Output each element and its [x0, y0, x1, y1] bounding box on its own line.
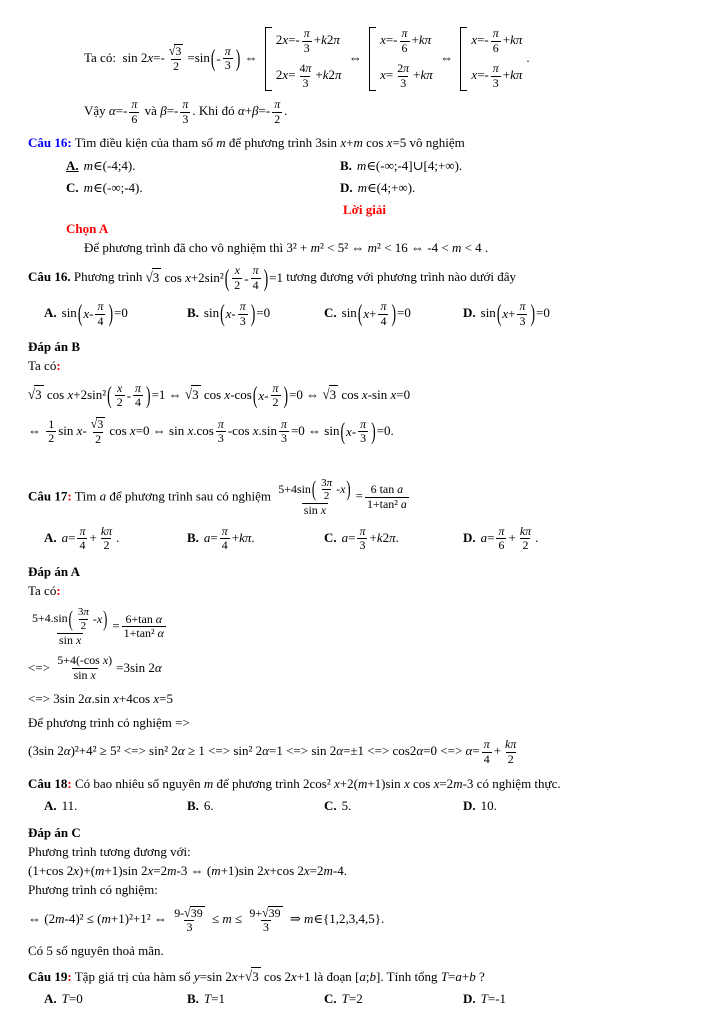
q17-solution-line-1 [28, 606, 701, 647]
q17-statement-line [28, 477, 701, 518]
option-d [463, 300, 701, 328]
q19-options [28, 990, 701, 1007]
q17-solution-line-5 [28, 738, 701, 766]
q18-number: Câu 18 [28, 775, 68, 791]
q18-answer: Đáp án C [28, 824, 81, 840]
text-fragment: Tính tổng [383, 969, 441, 985]
q17-number-colon: : [67, 488, 72, 504]
option-c [324, 525, 463, 553]
q18-options [28, 797, 701, 814]
q16b-taco-line [28, 357, 701, 374]
math-fragment: 2cos² x+2(m+1)sin x cos x=2m-3 [303, 775, 474, 791]
option-c [66, 179, 340, 196]
text-fragment: Để phương trình có nghiệm => [28, 714, 190, 730]
text-fragment: . Khi đó [192, 103, 238, 119]
q16b-statement [70, 263, 516, 293]
q16a-chon-line [28, 220, 701, 237]
option-b-text [204, 991, 225, 1006]
math-fragment: (3sin 2α)²+4² ≥ 5² <=> sin² 2α ≥ 1 <=> sin² 2α=1 <=> sin 2α=±1 <=> cos2α=0 <=> α= $\frac{\pi}{4}$ + $\frac{k\pi}{2}$ [28, 737, 517, 766]
option-b-text [357, 158, 462, 173]
option-a [44, 525, 187, 553]
option-a-label: A. [44, 991, 57, 1007]
q17-solution-line-4 [28, 714, 701, 731]
option-a-label: A. [44, 797, 57, 813]
option-d-text [358, 180, 416, 195]
q18-statement [72, 776, 561, 791]
option-c-label: C. [324, 797, 337, 813]
option-a-label: A. [44, 529, 57, 545]
option-b-text [203, 523, 255, 553]
q19-statement-line [28, 967, 701, 985]
q17-statement [71, 476, 411, 517]
math-fragment: T=a+b [440, 969, 476, 985]
question-18 [28, 775, 701, 960]
option-a-text [61, 523, 120, 553]
math-fragment: α+β=- $\frac{\pi}{2}$ [237, 96, 281, 126]
text-fragment: ? [475, 969, 485, 985]
math-fragment: m∈(-4;4). [83, 157, 136, 173]
math-fragment: m [203, 775, 214, 791]
q17-answer: Đáp án A [28, 564, 81, 580]
math-fragment: y=sin 2x+ √ 3 cos 2x+1 [193, 967, 311, 985]
math-fragment: (1+cos 2x)+(m+1)sin 2x=2m-3 ⇔ (m+1)sin 2x+cos 2x=2m-4. [28, 863, 347, 879]
option-d [340, 179, 701, 196]
q17-answer-line [28, 563, 701, 580]
q17-solution-line-2 [28, 654, 701, 682]
option-b-label: B. [187, 529, 199, 545]
option-c-text [342, 798, 352, 813]
option-d-text [480, 298, 550, 328]
option-c [324, 797, 463, 814]
q16b-solution-line-1 [28, 382, 701, 410]
text-fragment: . [284, 103, 288, 119]
option-d-label: D. [463, 797, 476, 813]
q19-number: Câu 19 [28, 969, 68, 985]
option-c-label: C. [324, 529, 337, 545]
option-a-text [62, 798, 78, 813]
option-a-text [84, 158, 136, 173]
q16b-taco: Ta có [28, 358, 57, 374]
text-fragment: Có bao nhiêu số nguyên [71, 775, 204, 791]
q16b-statement-line [28, 264, 701, 292]
option-d-label: D. [463, 991, 476, 1007]
q16a-loigiai-line [28, 201, 701, 218]
option-c [324, 300, 463, 328]
math-fragment: sin ( x + $\frac{\pi}{4}$ ) =0 [341, 298, 411, 328]
option-a-label: A. [66, 157, 79, 173]
math-fragment: sin 2x=- √ 3 2 =sin ( - $\frac{\pi}{3}$ ) ⇔ 2x=- $\frac{\pi}{3}$ +k2π 2x= $\frac{4\pi}{3}$ +k2π ⇔ x=- $\frac{\pi}{6}$ +kπ x= $\frac{2\pi}{3}$ +kπ ⇔ x=- $\frac{\pi}{6}$ +kπ x=- $\frac{\pi}{3}$ +kπ . [122, 26, 530, 91]
option-d-label: D. [340, 179, 353, 195]
q16b-options [28, 300, 701, 328]
option-b-label: B. [340, 157, 352, 173]
option-d [463, 797, 701, 814]
loigiai-heading: Lời giải [343, 201, 386, 217]
option-c-label: C. [324, 991, 337, 1007]
option-a [44, 797, 187, 814]
option-b [187, 990, 324, 1007]
option-c-text [341, 298, 411, 328]
option-d-text [480, 523, 539, 553]
math-fragment: T=2 [341, 991, 363, 1007]
q18-solution-line-5 [28, 942, 701, 959]
option-d [463, 525, 701, 553]
q16b-solution-line-2 [28, 417, 701, 446]
math-fragment: a= $\frac{\pi}{4}$ + $\frac{k\pi}{2}$ . [61, 523, 120, 553]
math-fragment: m∈(-∞;-4). [83, 179, 143, 195]
math-fragment: ⇔ (2m-4)² ≤ (m+1)²+1² ⇔ 9- √ 39 3 ≤ m ≤ 9+ √ 39 3 ⇒ m∈{1,2,3,4,5}. [28, 904, 385, 935]
text-fragment: Tìm [71, 488, 100, 504]
q16a-options [28, 157, 701, 196]
q17-number: Câu 17 [28, 488, 68, 504]
q17-solution-line-3 [28, 690, 701, 707]
math-fragment: 5+4.sin ( $\frac{3\pi}{2}$ - x ) sin x = $\frac{\text{6+tan α}}{\text{1+tan² α}}$ [32, 606, 164, 647]
math-fragment: √ 3 cos x+2sin² ( $\frac{x}{2}$ - $\frac{\pi}{4}$ ) =1 ⇔ √ 3 cos x-cos ( x - $\frac{\pi}{2}$ ) =0 ⇔ √ 3 cos x-sin x=0 [28, 380, 411, 410]
math-fragment: sin ( x - $\frac{\pi}{4}$ ) =0 [61, 298, 128, 328]
option-b-label: B. [187, 797, 199, 813]
q16a-statement [72, 135, 465, 150]
math-fragment: m∈(-∞;-4]∪[4;+∞). [356, 157, 463, 173]
option-a-text [62, 991, 83, 1006]
text-fragment: Phương trình tương đương với: [28, 844, 191, 860]
option-c [324, 990, 463, 1007]
math-fragment: <=> $\frac{\text{5+4(-cos x)}}{\text{sin x}}$ =3sin 2α [28, 653, 162, 683]
q16a-statement-line [28, 134, 701, 151]
q17-options [28, 525, 701, 553]
q17-taco: Ta có [28, 583, 57, 599]
q16a-number: Câu 16: [28, 135, 72, 151]
text-fragment: 10. [480, 797, 497, 813]
option-b [187, 300, 324, 328]
text-fragment: Có 5 số nguyên thoả mãn. [28, 943, 164, 958]
q16b-number: Câu 16. [28, 269, 71, 285]
math-fragment: √ 3 cos x+2sin² ( $\frac{x}{2}$ - $\frac{\pi}{4}$ ) =1 [145, 263, 284, 293]
q16a-solution-line [28, 239, 701, 256]
text-fragment: Để phương trình đã cho vô nghiệm thì [84, 240, 287, 256]
question-19 [28, 967, 701, 1007]
option-d-text [481, 991, 506, 1006]
math-fragment: [a;b]. [355, 969, 384, 985]
text-fragment: tương đương với phương trình nào dưới đây [283, 269, 516, 285]
q18-solution-line-1 [28, 843, 701, 860]
option-a [44, 990, 187, 1007]
math-fragment: sin ( x - $\frac{\pi}{3}$ ) =0 [203, 298, 271, 328]
text-fragment: và [141, 103, 161, 119]
math-fragment: α=- $\frac{\pi}{6}$ [108, 96, 138, 126]
math-fragment: T=-1 [480, 991, 507, 1007]
option-b [340, 157, 701, 174]
option-d [463, 990, 701, 1007]
math-fragment: β=- $\frac{\pi}{3}$ [160, 96, 189, 126]
option-c-text [341, 523, 399, 553]
q16b-answer-line [28, 338, 701, 355]
prev-solution-vay-line [28, 98, 701, 126]
option-c-label: C. [324, 305, 337, 321]
text-fragment: để phương trình [225, 135, 316, 151]
q18-solution-line-3 [28, 881, 701, 898]
math-fragment: 3sin x+m cos x=5 [315, 135, 407, 151]
text-fragment: Phương trình [70, 269, 146, 285]
q19-statement [72, 969, 485, 984]
math-fragment: T=1 [203, 991, 225, 1007]
math-fragment: a= $\frac{\pi}{6}$ + $\frac{k\pi}{2}$ . [480, 523, 539, 553]
text-fragment: để phương trình [213, 775, 304, 791]
option-a-label: A. [44, 305, 57, 321]
math-fragment: a= $\frac{\pi}{3}$ +k2π. [341, 523, 399, 553]
option-b-text [203, 298, 271, 328]
option-a [44, 300, 187, 328]
text-fragment: là đoạn [310, 969, 356, 985]
option-c-label: C. [66, 179, 79, 195]
math-fragment: m∈(4;+∞). [357, 179, 416, 195]
text-fragment: Tập giá trị của hàm số [71, 969, 194, 985]
text-fragment: Ta có: [84, 49, 123, 65]
text-fragment: Phương trình có nghiệm: [28, 882, 158, 898]
prev-solution-taco-line [28, 27, 701, 91]
math-fragment: <=> 3sin 2α.sin x+4cos x=5 [28, 690, 173, 706]
option-d-label: D. [463, 305, 476, 321]
option-b [187, 525, 324, 553]
q18-statement-line [28, 775, 701, 792]
option-b-label: B. [187, 305, 199, 321]
text-fragment: để phương trình sau có nghiệm [106, 488, 275, 504]
text-fragment: 6. [203, 797, 214, 813]
option-c-text [342, 991, 363, 1006]
math-fragment: a [99, 488, 107, 504]
q18-answer-line [28, 824, 701, 841]
option-b-label: B. [187, 991, 199, 1007]
q18-solution-line-2 [28, 862, 701, 879]
math-fragment: 3² + m² < 5² ⇔ m² < 16 ⇔ -4 < m < 4 . [286, 240, 489, 256]
option-a-text [61, 298, 128, 328]
text-fragment: Vậy [84, 103, 109, 119]
q16b-taco-colon: : [56, 358, 61, 374]
q16b-answer: Đáp án B [28, 339, 81, 355]
option-b [187, 797, 324, 814]
text-fragment: vô nghiệm [406, 135, 465, 151]
q18-solution-line-4 [28, 906, 701, 935]
q18-number-colon: : [67, 775, 72, 791]
option-b-text [204, 798, 214, 813]
option-d-text [481, 798, 497, 813]
option-d-label: D. [463, 529, 476, 545]
question-16-2 [28, 264, 701, 446]
option-c-text [84, 180, 143, 195]
chon-a: Chọn A [66, 221, 109, 237]
question-16-1 [28, 134, 701, 256]
text-fragment: có nghiệm thực. [473, 775, 561, 791]
q19-number-colon: : [67, 969, 72, 985]
math-fragment: 5+4sin ( $\frac{3\pi}{2}$ - x ) sin x = $\frac{\text{6 tan a}}{\text{1+tan² a}}$ [278, 476, 407, 517]
q17-taco-line [28, 582, 701, 599]
math-fragment: ⇔ $\frac{1}{2}$ sin x- √ 3 2 cos x=0 ⇔ sin x.cos $\frac{\pi}{3}$ -cos x.sin $\frac{\pi}{3}$ =0 ⇔ sin ( x - $\frac{\pi}{3}$ ) =0. [28, 415, 394, 446]
text-fragment: Tìm điều kiện của tham số [71, 135, 217, 151]
text-fragment: 11. [61, 797, 78, 813]
q17-taco-colon: : [56, 583, 61, 599]
option-a [66, 157, 340, 174]
math-fragment: T=0 [61, 991, 83, 1007]
math-fragment: m [216, 135, 226, 151]
math-fragment: sin ( x + $\frac{\pi}{3}$ ) =0 [480, 298, 550, 328]
question-17 [28, 477, 701, 767]
math-fragment: a= $\frac{\pi}{4}$ +kπ. [203, 523, 255, 553]
prev-solution [28, 27, 701, 126]
text-fragment: 5. [341, 797, 352, 813]
